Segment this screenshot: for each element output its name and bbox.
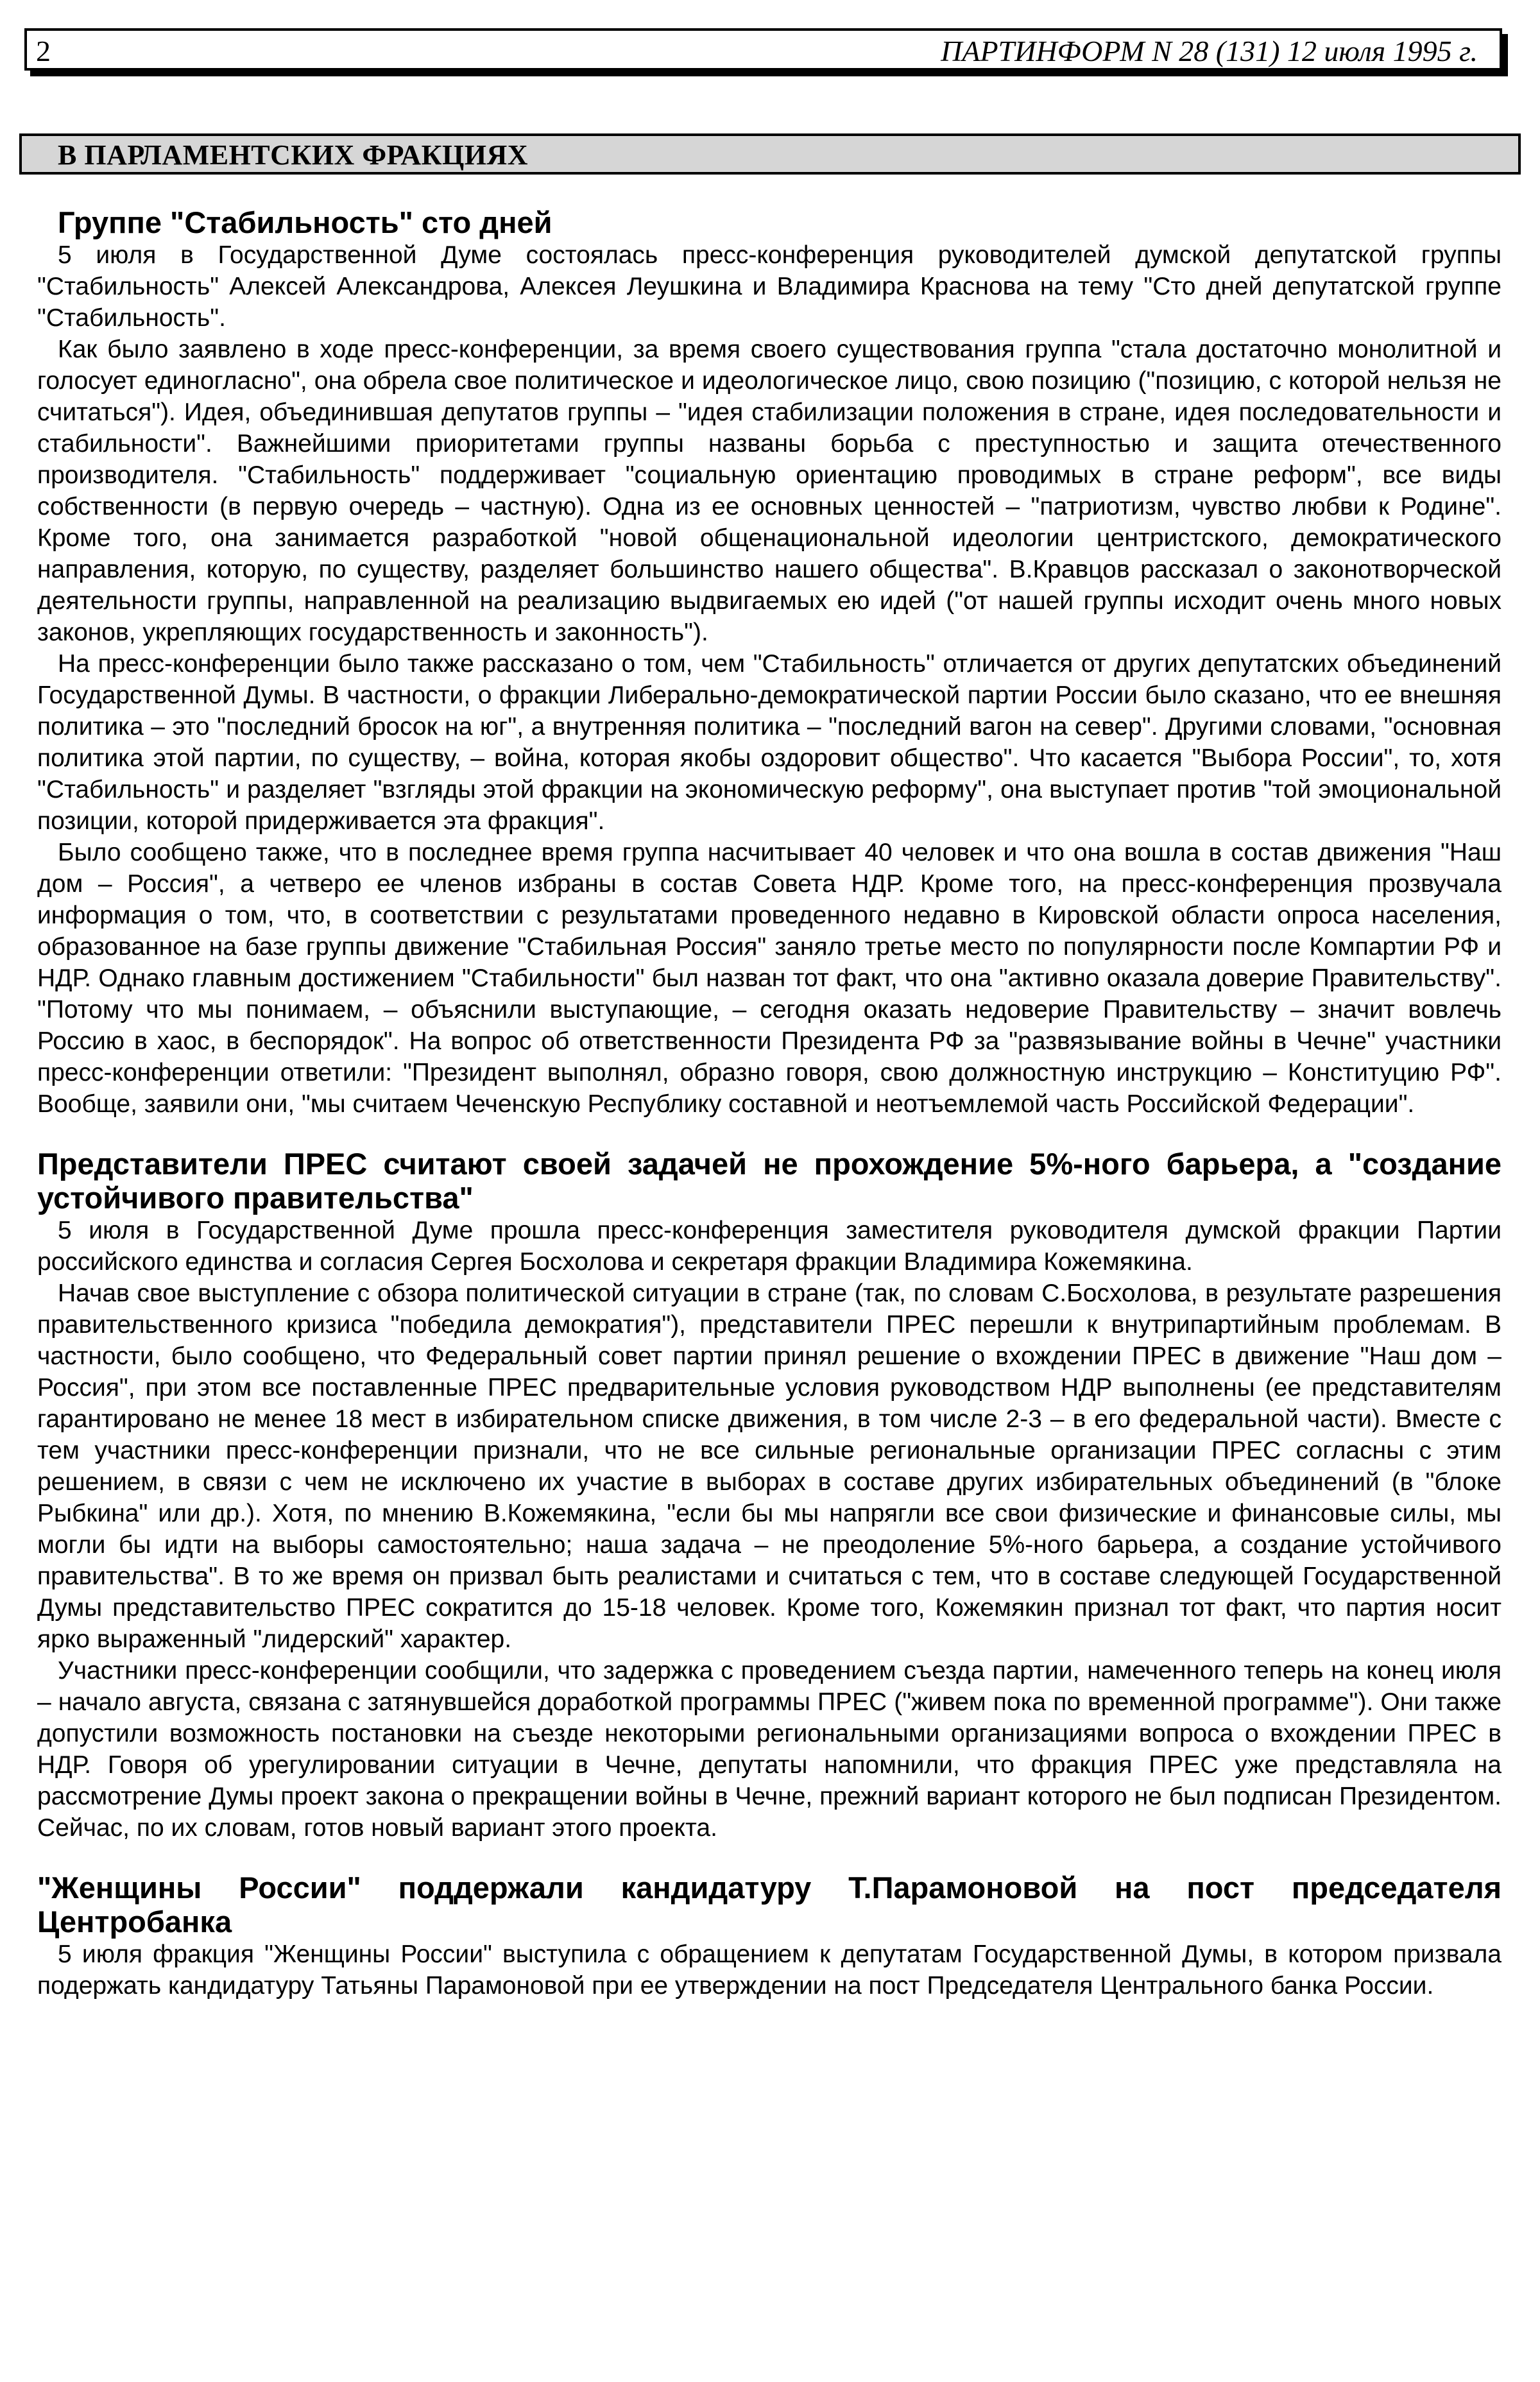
article-pres — [37, 1147, 1502, 1844]
article-paragraph: 5 июля в Государственной Думе прошла пресс-конференция заместителя руководителя думской фракции Партии российского единства и согласия Сергея Босхолова и секретаря фракции Владимира Кожемякина. — [37, 1217, 1502, 1276]
article-headline: Группе "Стабильность" сто дней — [58, 205, 552, 239]
article-paragraph: 5 июля фракция "Женщины России" выступила с обращением к депутатам Государственной Думы, в котором призвала подержать кандидатуру Татьяны Парамоновой при ее утверждении на пост Председателя Центрального банка России. — [37, 1941, 1502, 2000]
issue-line: ПАРТИНФОРМ N 28 (131) 12 июля 1995 г. — [941, 35, 1478, 67]
article-paragraph: 5 июля в Государственной Думе состоялась пресс-конференция руководителей думской депутатской группы "Стабильность" Алексей Александрова, Алексея Леушкина и Владимира Краснова на тему "Сто дней депутатской группе "Стабильность". — [37, 241, 1502, 332]
article-paragraph: На пресс-конференции было также рассказано о том, чем "Стабильность" отличается от других депутатских объединений Государственной Думы. В частности, о фракции Либерально-демократической партии России было сказано, что ее внешняя политика – это "последний бросок на юг", а внутренняя политика – "последний вагон на север". Другими словами, "основная политика этой партии, по существу, – война, которая якобы оздоровит общество". Что касается "Выбора России", то, хотя "Стабильность" и разделяет "взгляды этой фракции на экономическую реформу", она выступает против "той эмоциональной позиции, которой придерживается эта фракция". — [37, 650, 1502, 835]
article-column — [37, 205, 1502, 2001]
page-header — [24, 28, 1502, 71]
article-headline: "Женщины России" поддержали кандидатуру Т.Парамоновой на пост председателя Центробанка — [37, 1871, 1502, 1939]
article-paragraph: Как было заявлено в ходе пресс-конференции, за время своего существования группа "стала достаточно монолитной и голосует единогласно", она обрела свое политическое и идеологическое лицо, свою позицию ("позицию, с которой нельзя не считаться"). Идея, объединившая депутатов группы – "идея стабилизации положения в стране, идея последовательности и стабильности". Важнейшими приоритетами группы названы борьба с преступностью и защита отечественного производителя. "Стабильность" поддерживает "социальную ориентацию проводимых в стране реформ", все виды собственности (в первую очередь – частную). Одна из ее основных ценностей – "патриотизм, чувство любви к Родине". Кроме того, она занимается разработкой "новой общенациональной идеологии центристского, демократического направления, которую, по существу, разделяет большинство нашего общества". В.Кравцов рассказал о законотворческой деятельности группы, направленной на реализацию выдвигаемых ею идей ("от нашей группы исходит очень много новых законов, укрепляющих государственность и законность"). — [37, 336, 1502, 646]
article-headline: Представители ПРЕС считают своей задачей не прохождение 5%-ного барьера, а "создание устойчивого правительства" — [37, 1147, 1502, 1215]
section-banner — [19, 133, 1521, 175]
article-paragraph: Начав свое выступление с обзора политической ситуации в стране (так, по словам С.Босхолова, в результате разрешения правительственного кризиса "победила демократия"), представители ПРЕС перешли к внутрипартийным проблемам. В частности, было сообщено, что Федеральный совет партии принял решение о вхождении ПРЕС в движение "Наш дом – Россия", при этом все поставленные ПРЕС предварительные условия руководством НДР выполнены (ее представителям гарантировано не менее 18 мест в избирательном списке движения, в том числе 2-3 – в его федеральной части). Вместе с тем участники пресс-конференции признали, что не все сильные региональные организации ПРЕС согласны с этим решением, в связи с чем не исключено их участие в выборах в составе других избирательных объединений (в "блоке Рыбкина" или др.). Хотя, по мнению В.Кожемякина, "если бы мы напрягли все свои физические и финансовые силы, мы могли бы идти на выборы самостоятельно; наша задача – не преодоление 5%-ного барьера, а создание устойчивого правительства". В то же время он призвал быть реалистами и считаться с тем, что в составе следующей Государственной Думы представительство ПРЕС сократится до 15-18 человек. Кроме того, Кожемякин признал тот факт, что партия носит ярко выраженный "лидерский" характер. — [37, 1280, 1502, 1653]
article-paragraph: Участники пресс-конференции сообщили, что задержка с проведением съезда партии, намеченного теперь на конец июля – начало августа, связана с затянувшейся доработкой программы ПРЕС ("живем пока по временной программе"). Они также допустили возможность постановки на съезде некоторыми региональными организациями вопроса о вхождении ПРЕС в НДР. Говоря об урегулировании ситуации в Чечне, депутаты напомнили, что фракция ПРЕС уже представляла на рассмотрение Думы проект закона о прекращении войны в Чечне, прежний вариант которого не был подписан Президентом. Сейчас, по их словам, готов новый вариант этого проекта. — [37, 1657, 1502, 1842]
article-stability — [37, 205, 1502, 1120]
page-number: 2 — [36, 35, 51, 67]
article-paragraph: Было сообщено также, что в последнее время группа насчитывает 40 человек и что она вошла в состав движения "Наш дом – Россия", а четверо ее членов избраны в состав Совета НДР. Кроме того, на пресс-конференция прозвучала информация о том, что, в соответствии с результатами проведенного недавно в Кировской области опроса населения, образованное на базе группы движение "Стабильная Россия" заняло третье место по популярности после Компартии РФ и НДР. Однако главным достижением "Стабильности" был назван тот факт, что она "активно оказала доверие Правительству". "Потому что мы понимаем, – объяснили выступающие, – сегодня оказать недоверие Правительству – значит вовлечь Россию в хаос, в беспорядок". На вопрос об ответственности Президента РФ за "развязывание войны в Чечне" участники пресс-конференции ответили: "Президент выполнял, образно говоря, свою должностную инструкцию – Конституцию РФ". Вообще, заявили они, "мы считаем Чеченскую Республику составной и неотъемлемой часть Российской Федерации". — [37, 839, 1502, 1118]
section-title: В ПАРЛАМЕНТСКИХ ФРАКЦИЯХ — [58, 139, 529, 171]
article-women-of-russia — [37, 1871, 1502, 2001]
